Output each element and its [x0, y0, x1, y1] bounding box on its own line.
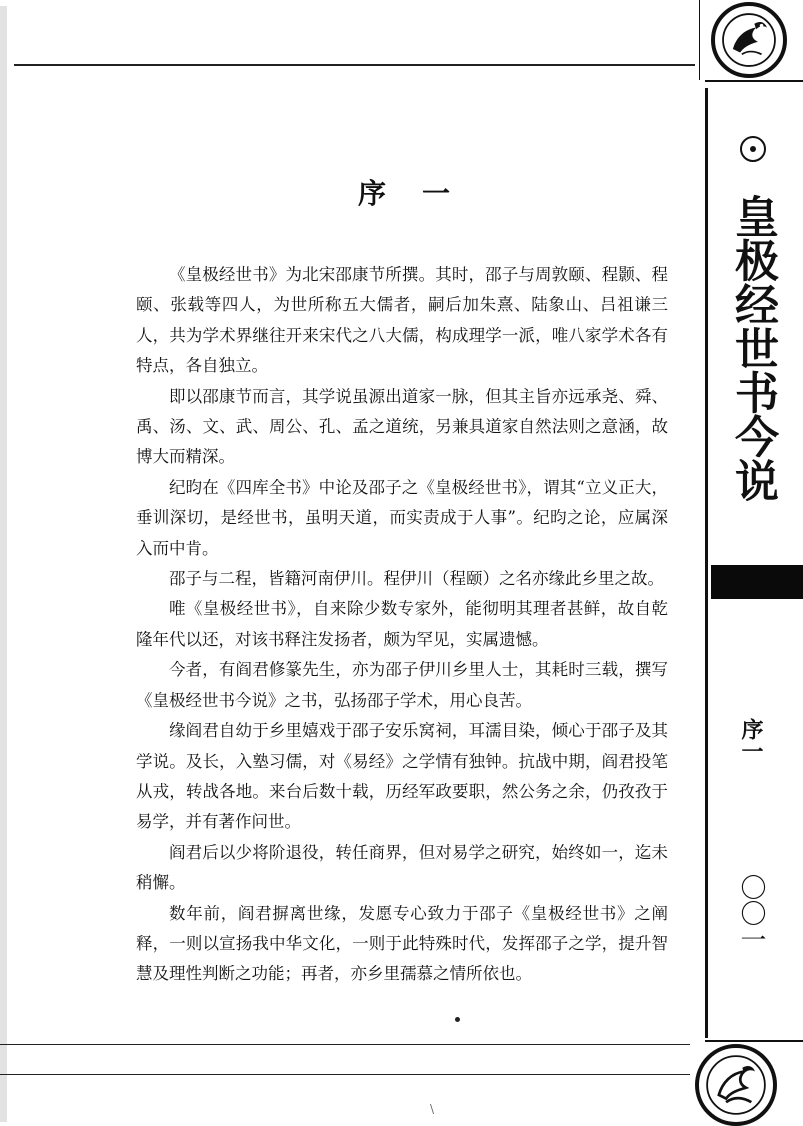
footer-rule-top [0, 1044, 690, 1045]
sidebar-left-rule [705, 88, 708, 1038]
header-rule [14, 64, 695, 66]
preface-body [136, 260, 668, 990]
footer-rule-bottom [0, 1074, 690, 1075]
page-dot [455, 1017, 460, 1022]
sidebar-top-rule [705, 80, 803, 82]
phoenix-emblem-icon [699, 1048, 773, 1122]
paragraph: 缘阎君自幼于乡里嬉戏于邵子安乐窝祠，耳濡目染，倾心于邵子及其学说。及长，入塾习儒，对《易经》之学情有独钟。抗战中期，阎君投笔从戎，转战各地。来台后数十载，历经军政要职，然公务之余，仍孜孜于易学，并有著作问世。 [136, 721, 668, 832]
stray-mark: \ [430, 1102, 435, 1116]
paragraph: 纪昀在《四库全书》中论及邵子之《皇极经世书》，谓其“立义正大，垂训深切，是经世书，虽明天道，而实责成于人事”。纪昀之论，应属深入而中肯。 [136, 477, 668, 558]
paragraph: 《皇极经世书》为北宋邵康节所撰。其时，邵子与周敦颐、程颢、程颐、张载等四人，为世所称五大儒者，嗣后加朱熹、陆象山、吕祖谦三人，共为学术界继往开来宋代之八大儒，构成理学一派，唯八家学术各有特点，各自独立。 [136, 265, 668, 376]
paragraph: 今者，有阎君修篆先生，亦为邵子伊川乡里人士，其耗时三载，撰写《皇极经世书今说》之书，弘扬邵子学术，用心良苦。 [136, 660, 668, 710]
section-bar [711, 565, 803, 599]
paragraph: 即以邵康节而言，其学说虽源出道家一脉，但其主旨亦远承尧、舜、禹、汤、文、武、周公、孔、孟之道统，另兼具道家自然法则之意涵，故博大而精深。 [136, 386, 668, 467]
paragraph: 阎君后以少将阶退役，转任商界，但对易学之研究，始终如一，迄未稍懈。 [136, 842, 668, 893]
page-number: 〇〇一 [736, 874, 766, 952]
sidebar [699, 0, 803, 1122]
sidebar-bottom-rule [705, 1040, 803, 1042]
section-label: 序一 [738, 718, 764, 762]
binding-edge [0, 6, 7, 1122]
bullet-circle-icon [740, 136, 766, 162]
page-title: 序 一 [358, 177, 455, 210]
bottom-medallion [695, 1044, 777, 1126]
sidebar-left-rule-thin [699, 0, 700, 80]
top-medallion [711, 2, 787, 78]
book-title: 皇极经世书今说 [727, 194, 778, 502]
paragraph: 唯《皇极经世书》，自来除少数专家外，能彻明其理者甚鲜，故自乾隆年代以还，对该书释注发扬者，颇为罕见，实属遗憾。 [136, 599, 668, 649]
paragraph: 邵子与二程，皆籍河南伊川。程伊川（程颐）之名亦缘此乡里之故。 [169, 569, 664, 589]
paragraph: 数年前，阎君摒离世缘，发愿专心致力于邵子《皇极经世书》之阐释，一则以宣扬我中华文化，一则于此特殊时代，发挥邵子之学，提升智慧及理性判断之功能；再者，亦乡里孺慕之情所依也。 [136, 903, 668, 984]
phoenix-emblem-icon [715, 6, 783, 74]
